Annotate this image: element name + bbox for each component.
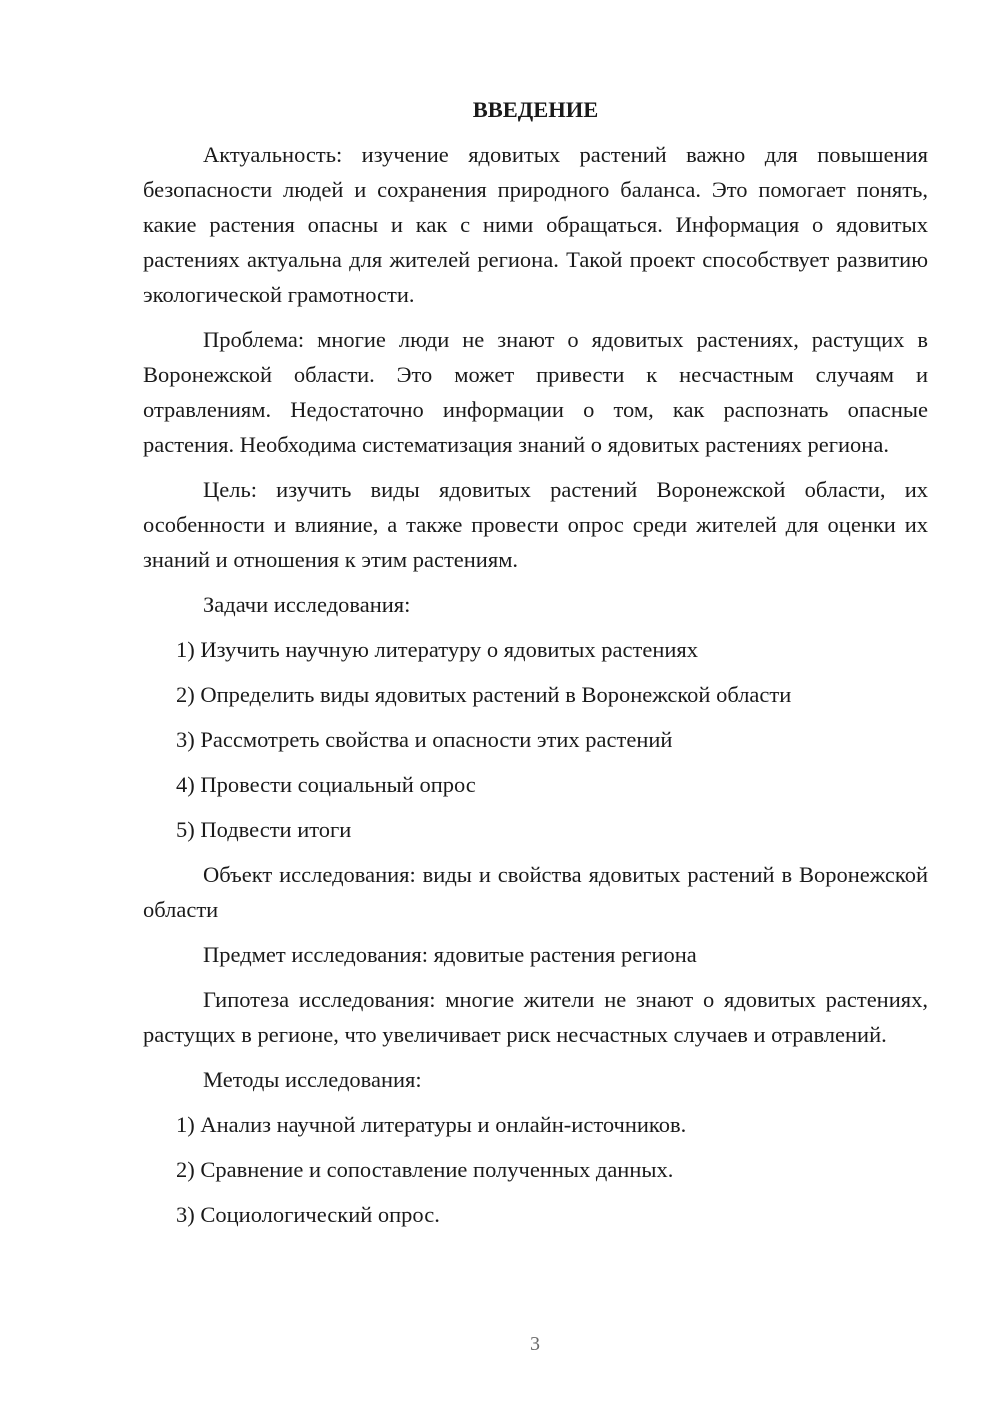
tasks-list [143, 632, 928, 847]
task-item: 1) Изучить научную литературу о ядовитых растениях [176, 637, 699, 662]
method-item: 1) Анализ научной литературы и онлайн-источников. [176, 1112, 687, 1137]
task-item: 4) Провести социальный опрос [176, 772, 476, 797]
hypothesis-paragraph: Гипотеза исследования: многие жители не знают о ядовитых растениях, растущих в регионе, что увеличивает риск несчастных случаев и отравлений. [143, 987, 928, 1047]
task-item: 2) Определить виды ядовитых растений в Воронежской области [176, 682, 792, 707]
subject-paragraph: Предмет исследования: ядовитые растения региона [203, 942, 697, 967]
task-item: 5) Подвести итоги [176, 817, 352, 842]
method-item: 3) Социологический опрос. [176, 1202, 440, 1227]
methods-heading: Методы исследования: [203, 1067, 422, 1092]
relevance-paragraph: Актуальность: изучение ядовитых растений важно для повышения безопасности людей и сохранения природного баланса. Это помогает понять, какие растения опасны и как с ними обращаться. Информация о ядовитых растениях актуальна для жителей региона. Такой проект способствует развитию экологической грамотности. [143, 142, 928, 307]
tasks-heading: Задачи исследования: [203, 592, 411, 617]
page-title: ВВЕДЕНИЕ [472, 97, 599, 122]
problem-paragraph: Проблема: многие люди не знают о ядовитых растениях, растущих в Воронежской области. Это может привести к несчастным случаям и отравлениям. Недостаточно информации о том, как распознать опасные растения. Необходима систематизация знаний о ядовитых растениях региона. [143, 327, 928, 457]
task-item: 3) Рассмотреть свойства и опасности этих растений [176, 727, 673, 752]
object-paragraph: Объект исследования: виды и свойства ядовитых растений в Воронежской области [143, 862, 928, 922]
page-content [143, 92, 928, 1242]
page-number: 3 [530, 1333, 540, 1355]
method-item: 2) Сравнение и сопоставление полученных данных. [176, 1157, 674, 1182]
methods-list [143, 1107, 928, 1232]
goal-paragraph: Цель: изучить виды ядовитых растений Воронежской области, их особенности и влияние, а также провести опрос среди жителей для оценки их знаний и отношения к этим растениям. [143, 477, 928, 572]
